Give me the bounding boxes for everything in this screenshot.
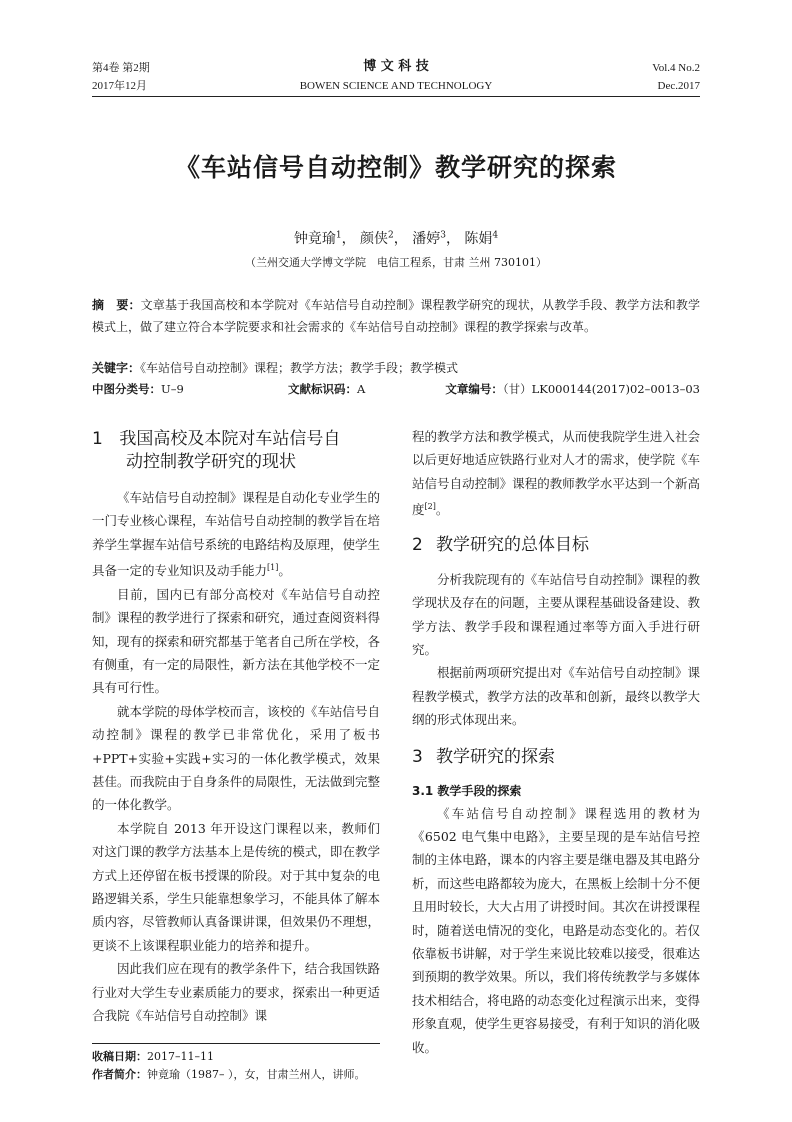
keywords-label: 关键字： — [92, 361, 141, 375]
header-volume-issue: 第4卷 第2期 — [92, 62, 150, 74]
section-title-cont: 动控制教学研究的现状 — [126, 452, 296, 472]
journal-name-cn: 博 文 科 技 — [363, 59, 429, 74]
paragraph: 《车站信号自动控制》课程选用的教材为《6502 电气集中电路》，主要呈现的是车站信号控制的主体电路，课本的内容主要是继电器及其电路分析，而这些电路都较为庞大，在黑板上绘制十分不便且用时较长，大大占用了讲授时间。其次在讲授课程时，随着送电情况的变化，电路是动态变化的。若仅依靠板书讲解，对于学生来说比较难以接受，很难达到预期的教学效果。所以，我们将传统教学与多媒体技术相结合，将电路的动态变化过程演示出来，变得形象直观，使学生更容易接受，有利于知识的消化吸收。 — [412, 805, 700, 1055]
section-3-heading — [412, 744, 700, 770]
paragraph: 目前，国内已有部分高校对《车站信号自动控制》课程的教学进行了探索和研究，通过查阅资料得知，现有的探索和研究都基于笔者自己所在学校，各有侧重，有一定的局限性，新方法在其他学校不一定具有可行性。 — [92, 586, 380, 696]
doc-code-value: A — [357, 382, 366, 396]
author-list: 钟竟瑜$^1$， 颜侠$^2$， 潘婷$^3$， 陈娟$^4$ — [293, 230, 499, 247]
author-name: 陈娟 — [464, 231, 493, 247]
received-label: 收稿日期： — [92, 1050, 147, 1063]
document-code — [288, 381, 365, 397]
article-number-value: （甘）LK000144(2017)02–0013–03 — [502, 382, 700, 396]
doc-code-label: 文献标识码： — [288, 382, 357, 396]
header-volume-issue-en: Vol.4 No.2 — [652, 62, 700, 74]
clc-value: U–9 — [161, 382, 184, 396]
abstract — [92, 294, 700, 338]
header-date: 2017年12月 — [92, 80, 147, 92]
author-bio — [92, 1066, 392, 1083]
paragraph: 就本学院的母体学校而言，该校的《车站信号自动控制》课程的教学已非常优化，采用了板书+PPT+实验+实践+实习的一体化教学模式，效果甚佳。而我院由于自身条件的局限性，无法做到完整的一体化教学。 — [92, 703, 380, 813]
paragraph: 程的教学方法和教学模式，从而使我院学生进入社会以后更好地适应铁路行业对人才的需求，使学院《车站信号自动控制》课程的教师教学水平达到一个新高度[2]。 — [412, 429, 700, 518]
clc-label: 中图分类号： — [92, 382, 161, 396]
received-date — [92, 1048, 392, 1065]
clc-number — [92, 381, 184, 397]
author-sup: 3 — [440, 230, 446, 241]
article-number — [445, 381, 700, 397]
header-date-en: Dec.2017 — [657, 80, 700, 92]
author-sup: 2 — [388, 230, 394, 241]
affiliation: （兰州交通大学博文学院 电信工程系，甘肃 兰州 730101） — [245, 256, 547, 269]
section-title: 教学研究的探索 — [436, 746, 555, 767]
abstract-label: 摘 要： — [92, 298, 141, 312]
abstract-text: 文章基于我国高校和本学院对《车站信号自动控制》课程教学研究的现状，从教学手段、教学方法和教学模式上，做了建立符合本学院要求和社会需求的《车站信号自动控制》课程的教学探索与改革。 — [92, 298, 700, 334]
paragraph-text: 《车站信号自动控制》课程是自动化专业学生的一门专业核心课程，车站信号自动控制的教学旨在培养学生掌握车站信号系统的电路结构及原理，使学生具备一定的专业知识及动手能力 — [92, 490, 380, 579]
paragraph: 根据前两项研究提出对《车站信号自动控制》课程教学模式，教学方法的改革和创新，最终以教学大纲的形式体现出来。 — [412, 665, 700, 728]
section-number: 1 — [92, 429, 103, 449]
paragraph: 因此我们应在现有的教学条件下，结合我国铁路行业对大学生专业素质能力的要求，探索出一种更适合我院《车站信号自动控制》课 — [92, 961, 380, 1024]
author-sup: 1 — [335, 230, 342, 241]
received-value: 2017–11–11 — [147, 1050, 214, 1063]
section-title: 教学研究的总体目标 — [436, 534, 589, 555]
section-number: 2 — [412, 534, 423, 555]
author-bio-label: 作者简介： — [92, 1068, 147, 1081]
author-name: 潘婷 — [412, 231, 441, 247]
header-rule — [92, 96, 700, 97]
paragraph-text: 程的教学方法和教学模式，从而使我院学生进入社会以后更好地适应铁路行业对人才的需求，使学院《车站信号自动控制》课程的教师教学水平达到一个新高度 — [412, 429, 700, 518]
paragraph: 分析我院现有的《车站信号自动控制》课程的教学现状及存在的问题，主要从课程基础设备建设、教学方法、教学手段和课程通过率等方面入手进行研究。 — [412, 571, 700, 657]
author-sup: 4 — [492, 230, 499, 241]
section-title: 我国高校及本院对车站信号自 — [119, 429, 341, 449]
section-2-heading — [412, 532, 700, 558]
right-column — [412, 425, 700, 1059]
author-name: 颜侠 — [360, 231, 389, 247]
article-number-label: 文章编号： — [445, 382, 503, 396]
left-column — [92, 428, 380, 1028]
paragraph: 《车站信号自动控制》课程是自动化专业学生的一门专业核心课程，车站信号自动控制的教学旨在培养学生掌握车站信号系统的电路结构及原理，使学生具备一定的专业知识及动手能力[1]。 — [92, 490, 380, 579]
subsection-3-1-heading: 3.1 教学手段的探索 — [412, 783, 522, 798]
section-number: 3 — [412, 746, 423, 767]
citation: [2] — [424, 502, 436, 512]
author-bio-value: 钟竟瑜（1987– ），女，甘肃兰州人，讲师。 — [147, 1068, 366, 1081]
keywords — [92, 359, 700, 377]
paragraph: 本学院自 2013 年开设这门课程以来，教师们对这门课的教学方法基本上是传统的模式，即在教学方式上还停留在板书授课的阶段。对于其中复杂的电路逻辑关系，学生只能靠想象学习，不能具体了解本质内容，尽管教师认真备课讲课，但效果仍不理想，更谈不上该课程职业能力的培养和提升。 — [92, 820, 380, 953]
keywords-text: 《车站信号自动控制》课程；教学方法；教学手段；教学模式 — [140, 361, 459, 375]
footnote-rule — [92, 1043, 380, 1044]
paper-title: 《车站信号自动控制》教学研究的探索 — [174, 153, 617, 182]
section-1-heading — [92, 428, 380, 474]
author-name: 钟竟瑜 — [293, 231, 336, 247]
journal-name-en: BOWEN SCIENCE AND TECHNOLOGY — [299, 80, 493, 92]
citation: [1] — [267, 563, 279, 573]
